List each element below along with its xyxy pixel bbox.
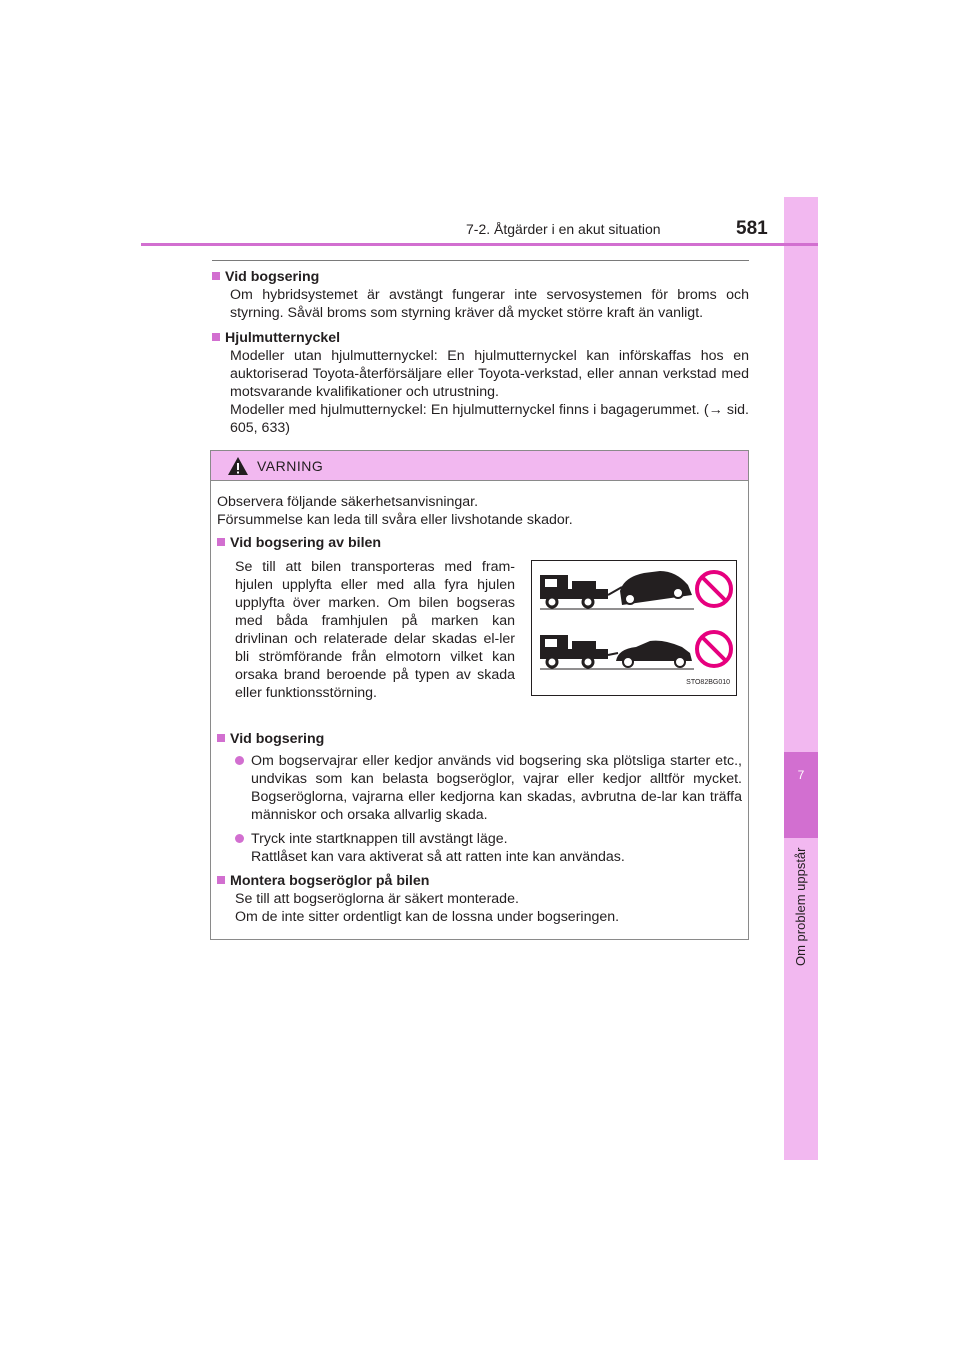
chapter-number: 7 xyxy=(797,768,805,782)
warning-subheading: Montera bogseröglor på bilen xyxy=(217,872,742,890)
warning-body xyxy=(211,481,748,926)
section-heading: Hjulmutternyckel xyxy=(212,329,749,347)
square-bullet-icon xyxy=(212,333,220,341)
chapter-number-tab xyxy=(784,752,818,838)
square-bullet-icon xyxy=(217,538,225,546)
square-bullet-icon xyxy=(212,272,220,280)
warning-subheading: Vid bogsering av bilen xyxy=(217,534,742,552)
list-item: Om bogservajrar eller kedjor används vid bogsering ska plötsliga starter etc., undvikas som kan belasta bogseröglor, vajrar eller kedjor alltför mycket. Bogseröglorna, vajrarna eller kedjorna kan skadas, avbrutna de-lar kan träffa människor och orsaka allvarlig skada. xyxy=(217,752,742,824)
chapter-side-tab xyxy=(784,197,818,1160)
content-rule xyxy=(212,260,749,261)
warning-triangle-icon xyxy=(227,456,249,476)
list-item: Tryck inte startknappen till avstängt läge. Rattlåset kan vara aktiverat så att ratten inte kan användas. xyxy=(217,830,742,866)
chapter-label: Om problem uppstår xyxy=(793,848,808,967)
header-rule xyxy=(141,243,818,246)
round-bullet-icon xyxy=(235,756,244,765)
warning-intro: Observera följande säkerhetsanvisningar. Försummelse kan leda till svåra eller livshotande skador. xyxy=(217,494,573,528)
section-title: 7-2. Åtgärder i en akut situation xyxy=(466,221,661,237)
warning-subsection-body: Se till att bogseröglorna är säkert monterade. Om de inte sitter ordentligt kan de lossna under bogseringen. xyxy=(235,891,620,925)
page-number: 581 xyxy=(736,218,768,239)
warning-subheading: Vid bogsering xyxy=(217,730,742,748)
warning-header xyxy=(211,451,748,481)
round-bullet-icon xyxy=(235,834,244,843)
section-heading: Vid bogsering xyxy=(212,268,749,286)
towing-illustration xyxy=(531,560,737,696)
towing-row xyxy=(217,558,742,702)
square-bullet-icon xyxy=(217,734,225,742)
square-bullet-icon xyxy=(217,876,225,884)
warning-title: VARNING xyxy=(257,457,324,474)
section-body: Modeller utan hjulmutternyckel: En hjulmutternyckel kan införskaffas hos en auktoriserad Toyota-återförsäljare eller Toyota-verkstad, eller annan verkstad med motsvarande kvalifikationer och utrustning. Modeller med hjulmutternyckel: En hjulmutternyckel finns i bagagerummet. (→ sid. 605, 633) xyxy=(230,348,749,436)
figure-code: STO82BG010 xyxy=(686,679,730,686)
warning-box xyxy=(210,450,749,940)
section-body: Om hybridsystemet är avstängt fungerar inte servosystemen för broms och styrning. Såväl broms som styrning kräver då mycket större kraft än vanligt. xyxy=(230,287,749,321)
towing-text: Se till att bilen transporteras med fram-hjulen upplyfta eller med alla fyra hjulen upplyfta över marken. Om bilen bogseras med båda framhjulen på marken kan drivlinan och relaterade delar skadas el-ler bli strömförande från elmotorn vilket kan orsaka brand beroende på typen av skada eller funktionsstörning. xyxy=(235,559,515,701)
main-content xyxy=(212,266,749,444)
